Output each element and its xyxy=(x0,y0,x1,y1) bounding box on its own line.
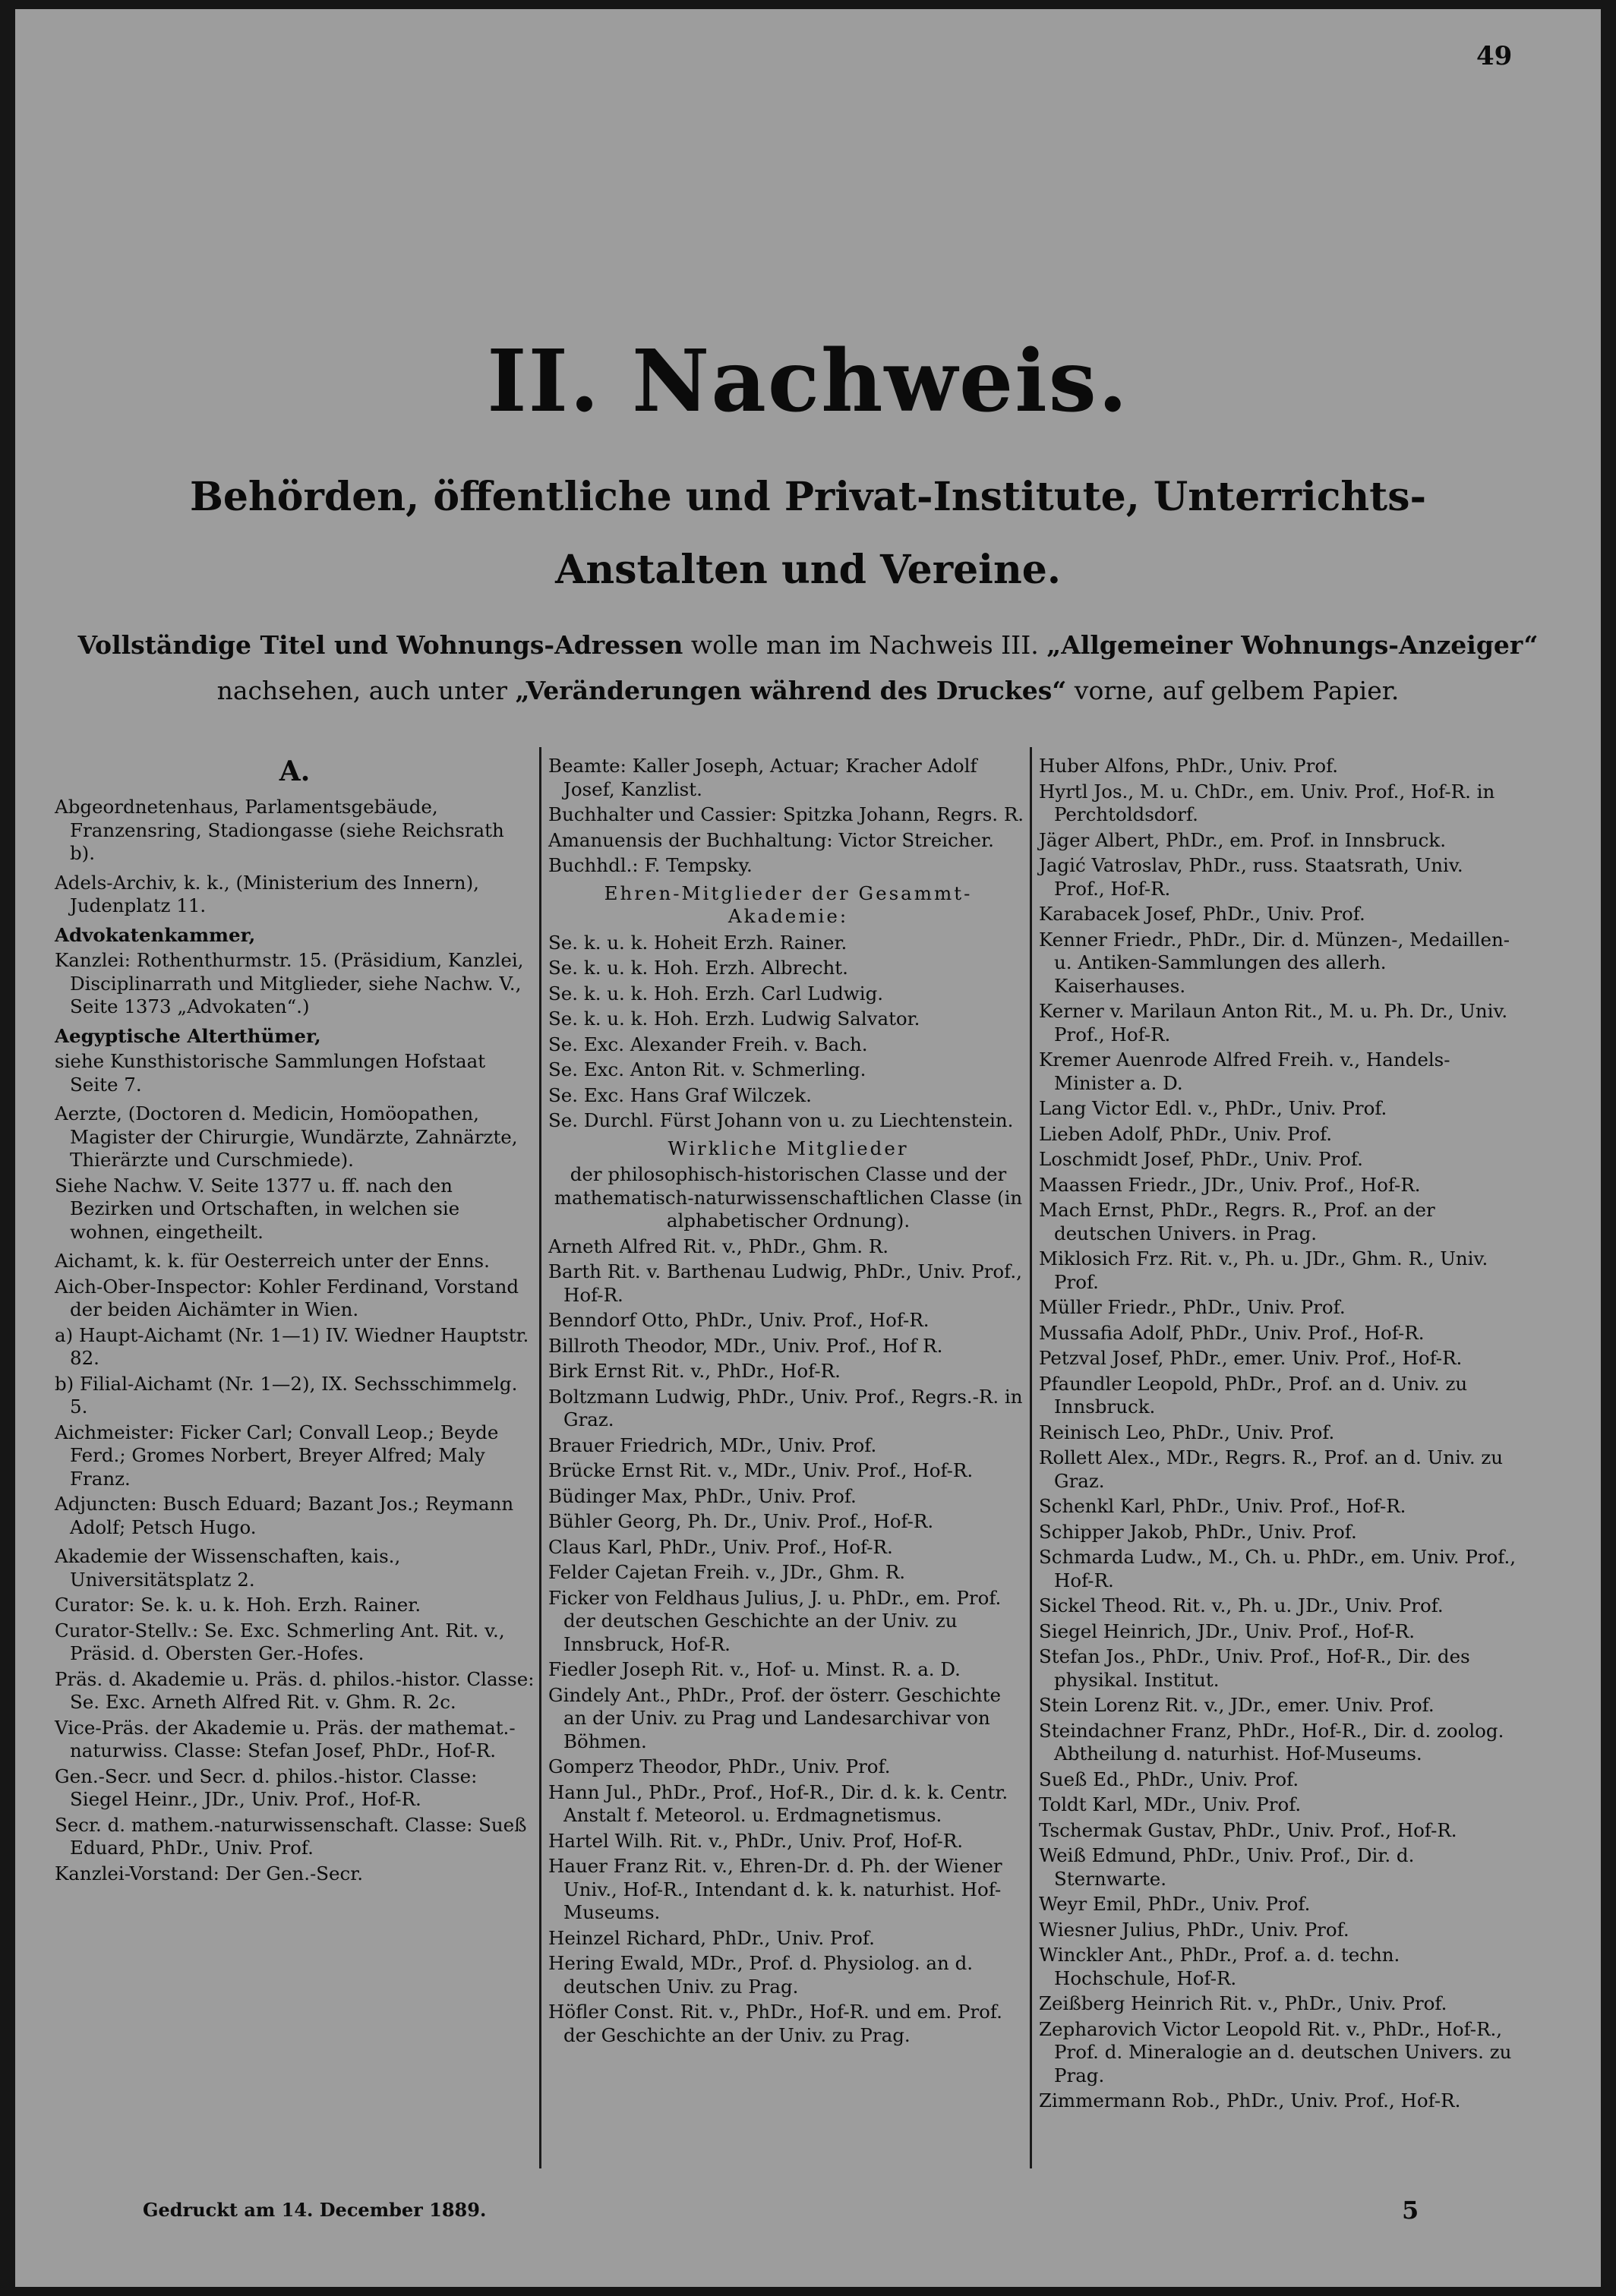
directory-entry: Buchhalter und Cassier: Spitzka Johann, Regrs. R. xyxy=(548,803,1024,825)
directory-entry: Abgeordnetenhaus, Parlamentsgebäude, Franzensring, Stadiongasse (siehe Reichsrath b). xyxy=(55,796,504,864)
member-entry: Stefan Jos., PhDr., Univ. Prof., Hof-R., Dir. des physikal. Institut. xyxy=(1039,1645,1470,1691)
directory-entry: Siehe Nachw. V. Seite 1377 u. ff. nach den Bezirken und Ortschaften, in welchen sie wohnen, eingetheilt. xyxy=(55,1174,460,1243)
column-1 xyxy=(55,755,535,1888)
directory-entry: Aichmeister: Ficker Carl; Convall Leop.; Beyde Ferd.; Gromes Norbert, Breyer Alfred; Maly Franz. xyxy=(55,1421,499,1490)
member-entry: Huber Alfons, PhDr., Univ. Prof. xyxy=(1039,755,1339,777)
member-entry: Zeißberg Heinrich Rit. v., PhDr., Univ. Prof. xyxy=(1039,1992,1447,2014)
member-entry: Rollett Alex., MDr., Regrs. R., Prof. an d. Univ. zu Graz. xyxy=(1039,1446,1504,1492)
directory-entry: Vice-Präs. der Akademie u. Präs. der mathemat.-naturwiss. Classe: Stefan Josef, PhDr., Hof-R. xyxy=(55,1716,516,1761)
subtitle-line-1: Behörden, öffentliche und Privat-Institute, Unterrichts- xyxy=(189,474,1427,520)
directory-entry: Akademie der Wissenschaften, kais., Universitätsplatz 2. xyxy=(55,1545,401,1591)
directory-entry: Kanzlei: Rothenthurmstr. 15. (Präsidium, Kanzlei, Disciplinarrath und Mitglieder, siehe Nachw. V., Seite 1373 „Advokaten“.) xyxy=(55,949,524,1017)
member-entry: Gindely Ant., PhDr., Prof. der österr. Geschichte an der Univ. zu Prag und Landesarchivar von Böhmen. xyxy=(548,1683,1002,1752)
member-entry: Zimmermann Rob., PhDr., Univ. Prof., Hof-R. xyxy=(1039,2089,1461,2112)
member-entry: Billroth Theodor, MDr., Univ. Prof., Hof R. xyxy=(548,1334,943,1357)
directory-entry: Amanuensis der Buchhaltung: Victor Streicher. xyxy=(548,828,994,851)
directory-entry: Advokatenkammer, xyxy=(55,923,256,946)
member-entry: Se. k. u. k. Hoh. Erzh. Carl Ludwig. xyxy=(548,982,884,1004)
directory-entry: Secr. d. mathem.-naturwissenschaft. Classe: Sueß Eduard, PhDr., Univ. Prof. xyxy=(55,1813,527,1859)
section-heading: Ehren-Mitglieder der Gesammt-Akademie: xyxy=(604,882,973,927)
member-entry: Barth Rit. v. Barthenau Ludwig, PhDr., Univ. Prof., Hof-R. xyxy=(548,1260,1022,1306)
directory-entry: Curator-Stellv.: Se. Exc. Schmerling Ant. Rit. v., Präsid. d. Obersten Ger.-Hofes. xyxy=(55,1619,505,1664)
member-entry: Hauer Franz Rit. v., Ehren-Dr. d. Ph. der Wiener Univ., Hof-R., Intendant d. k. k. naturhist. Hof-Museums. xyxy=(548,1855,1002,1923)
member-entry: Sueß Ed., PhDr., Univ. Prof. xyxy=(1039,1768,1299,1790)
member-entry: Karabacek Josef, PhDr., Univ. Prof. xyxy=(1039,903,1365,925)
column-3 xyxy=(1039,755,1519,2115)
directory-entry: a) Haupt-Aichamt (Nr. 1—1) IV. Wiedner Hauptstr. 82. xyxy=(55,1323,529,1369)
section-letter: A. xyxy=(279,755,311,787)
member-entry: Brauer Friedrich, MDr., Univ. Prof. xyxy=(548,1433,877,1456)
member-entry: Schmarda Ludw., M., Ch. u. PhDr., em. Univ. Prof., Hof-R. xyxy=(1039,1546,1517,1591)
member-entry: Jagić Vatroslav, PhDr., russ. Staatsrath, Univ. Prof., Hof-R. xyxy=(1039,854,1463,900)
note-text-1: wolle man im Nachweis III. xyxy=(683,630,1047,660)
section-heading: Wirkliche Mitglieder xyxy=(668,1137,909,1159)
print-date-footer: Gedruckt am 14. December 1889. xyxy=(143,2199,487,2221)
member-entry: Ficker von Feldhaus Julius, J. u. PhDr., em. Prof. der deutschen Geschichte an der Univ. zu Innsbruck, Hof-R. xyxy=(548,1586,1002,1655)
member-entry: Wiesner Julius, PhDr., Univ. Prof. xyxy=(1039,1918,1349,1941)
member-entry: Weiß Edmund, PhDr., Univ. Prof., Dir. d. Sternwarte. xyxy=(1039,1844,1415,1890)
member-entry: Lang Victor Edl. v., PhDr., Univ. Prof. xyxy=(1039,1097,1387,1119)
reference-note-line-1 xyxy=(15,624,1601,666)
directory-entry: Adjuncten: Busch Eduard; Bazant Jos.; Reymann Adolf; Petsch Hugo. xyxy=(55,1493,514,1538)
member-entry: Jäger Albert, PhDr., em. Prof. in Innsbruck. xyxy=(1039,828,1447,851)
member-entry: Bühler Georg, Ph. Dr., Univ. Prof., Hof-R. xyxy=(548,1510,934,1532)
member-entry: Siegel Heinrich, JDr., Univ. Prof., Hof-R. xyxy=(1039,1620,1415,1642)
member-entry: Se. Exc. Alexander Freih. v. Bach. xyxy=(548,1033,868,1055)
column-divider-2 xyxy=(1030,747,1032,2168)
member-entry: Heinzel Richard, PhDr., Univ. Prof. xyxy=(548,1926,875,1949)
member-entry: Weyr Emil, PhDr., Univ. Prof. xyxy=(1039,1893,1311,1915)
member-entry: Steindachner Franz, PhDr., Hof-R., Dir. d. zoolog. Abtheilung d. naturhist. Hof-Museums. xyxy=(1039,1719,1504,1765)
member-entry: Se. Exc. Anton Rit. v. Schmerling. xyxy=(548,1058,866,1080)
member-entry: Maassen Friedr., JDr., Univ. Prof., Hof-R. xyxy=(1039,1173,1421,1196)
member-entry: Se. k. u. k. Hoh. Erzh. Albrecht. xyxy=(548,957,848,979)
member-entry: Se. Exc. Hans Graf Wilczek. xyxy=(548,1083,812,1106)
member-entry: Miklosich Frz. Rit. v., Ph. u. JDr., Ghm. R., Univ. Prof. xyxy=(1039,1247,1488,1293)
directory-entry: Präs. d. Akademie u. Präs. d. philos.-histor. Classe: Se. Exc. Arneth Alfred Rit. v. Ghm. R. 2c. xyxy=(55,1667,535,1713)
member-entry: Schipper Jakob, PhDr., Univ. Prof. xyxy=(1039,1520,1357,1543)
directory-entry: Aerzte, (Doctoren d. Medicin, Homöopathen, Magister der Chirurgie, Wundärzte, Zahnärzte, Thierärzte und Curschmiede). xyxy=(55,1102,518,1171)
member-entry: Felder Cajetan Freih. v., JDr., Ghm. R. xyxy=(548,1561,906,1583)
member-entry: Hartel Wilh. Rit. v., PhDr., Univ. Prof, Hof-R. xyxy=(548,1829,964,1852)
directory-entry: Buchhdl.: F. Tempsky. xyxy=(548,854,753,876)
member-entry: Fiedler Joseph Rit. v., Hof- u. Minst. R. a. D. xyxy=(548,1658,961,1680)
member-entry: Toldt Karl, MDr., Univ. Prof. xyxy=(1039,1793,1302,1815)
directory-entry: Kanzlei-Vorstand: Der Gen.-Secr. xyxy=(55,1862,364,1884)
member-entry: Winckler Ant., PhDr., Prof. a. d. techn. Hochschule, Hof-R. xyxy=(1039,1944,1400,1989)
directory-entry: siehe Kunsthistorische Sammlungen Hofstaat Seite 7. xyxy=(55,1050,486,1096)
member-entry: Se. k. u. k. Hoheit Erzh. Rainer. xyxy=(548,931,847,954)
member-entry: Se. k. u. k. Hoh. Erzh. Ludwig Salvator. xyxy=(548,1008,920,1030)
member-entry: Gomperz Theodor, PhDr., Univ. Prof. xyxy=(548,1755,891,1777)
directory-entry: Aegyptische Alterthümer, xyxy=(55,1024,321,1047)
member-entry: Stein Lorenz Rit. v., JDr., emer. Univ. Prof. xyxy=(1039,1694,1435,1716)
member-entry: Arneth Alfred Rit. v., PhDr., Ghm. R. xyxy=(548,1235,889,1257)
member-entry: Se. Durchl. Fürst Johann von u. zu Liechtenstein. xyxy=(548,1109,1014,1131)
member-entry: Kerner v. Marilaun Anton Rit., M. u. Ph. Dr., Univ. Prof., Hof-R. xyxy=(1039,1000,1508,1046)
directory-entry: Beamte: Kaller Joseph, Actuar; Kracher Adolf Josef, Kanzlist. xyxy=(548,755,977,800)
note-text-2: nachsehen, auch unter xyxy=(216,676,516,705)
member-entry: Büdinger Max, PhDr., Univ. Prof. xyxy=(548,1484,857,1507)
member-entry: Pfaundler Leopold, PhDr., Prof. an d. Univ. zu Innsbruck. xyxy=(1039,1372,1468,1418)
member-entry: Mussafia Adolf, PhDr., Univ. Prof., Hof-R. xyxy=(1039,1321,1425,1344)
member-entry: Sickel Theod. Rit. v., Ph. u. JDr., Univ. Prof. xyxy=(1039,1594,1444,1616)
member-entry: Höfler Const. Rit. v., PhDr., Hof-R. und em. Prof. der Geschichte an der Univ. zu Prag. xyxy=(548,2001,1002,2046)
member-entry: Tschermak Gustav, PhDr., Univ. Prof., Hof-R. xyxy=(1039,1818,1457,1841)
directory-entry: Adels-Archiv, k. k., (Ministerium des Innern), Judenplatz 11. xyxy=(55,871,479,916)
page-title: II. Nachweis. xyxy=(487,332,1129,431)
subtitle-line-2: Anstalten und Vereine. xyxy=(555,547,1061,593)
member-entry: Brücke Ernst Rit. v., MDr., Univ. Prof., Hof-R. xyxy=(548,1459,974,1481)
member-entry: Claus Karl, PhDr., Univ. Prof., Hof-R. xyxy=(548,1535,893,1558)
directory-entry: Aich-Ober-Inspector: Kohler Ferdinand, Vorstand der beiden Aichämter in Wien. xyxy=(55,1275,519,1320)
member-entry: Birk Ernst Rit. v., PhDr., Hof-R. xyxy=(548,1360,841,1382)
member-entry: Kenner Friedr., PhDr., Dir. d. Münzen-, Medaillen- u. Antiken-Sammlungen des allerh. Kaiserhauses. xyxy=(1039,928,1510,997)
member-entry: Reinisch Leo, PhDr., Univ. Prof. xyxy=(1039,1421,1335,1443)
directory-entry: Curator: Se. k. u. k. Hoh. Erzh. Rainer. xyxy=(55,1594,421,1616)
signature-mark: 5 xyxy=(1402,2196,1419,2225)
note-bold-1: Vollständige Titel und Wohnungs-Adressen xyxy=(77,630,683,660)
note-bold-2: „Allgemeiner Wohnungs-Anzeiger“ xyxy=(1046,630,1539,660)
member-entry: Hann Jul., PhDr., Prof., Hof-R., Dir. d. k. k. Centr. Anstalt f. Meteorol. u. Erdmagnetismus. xyxy=(548,1780,1008,1826)
member-entry: Petzval Josef, PhDr., emer. Univ. Prof., Hof-R. xyxy=(1039,1347,1463,1369)
member-entry: Zepharovich Victor Leopold Rit. v., PhDr., Hof-R., Prof. d. Mineralogie an d. deutschen Univers. zu Prag. xyxy=(1039,2017,1512,2086)
reference-note-line-2 xyxy=(15,670,1601,711)
directory-entry: Aichamt, k. k. für Oesterreich unter der Enns. xyxy=(55,1250,490,1272)
page-number: 49 xyxy=(1476,41,1513,71)
column-2 xyxy=(548,755,1028,2049)
column-divider-1 xyxy=(539,747,541,2168)
directory-entry: Gen.-Secr. und Secr. d. philos.-histor. Classe: Siegel Heinr., JDr., Univ. Prof., Hof-R. xyxy=(55,1765,478,1810)
member-entry: Benndorf Otto, PhDr., Univ. Prof., Hof-R. xyxy=(548,1309,930,1331)
member-entry: Boltzmann Ludwig, PhDr., Univ. Prof., Regrs.-R. in Graz. xyxy=(548,1385,1023,1430)
member-entry: Hering Ewald, MDr., Prof. d. Physiolog. an d. deutschen Univ. zu Prag. xyxy=(548,1952,974,1998)
member-entry: Hyrtl Jos., M. u. ChDr., em. Univ. Prof., Hof-R. in Perchtoldsdorf. xyxy=(1039,780,1495,825)
member-entry: Loschmidt Josef, PhDr., Univ. Prof. xyxy=(1039,1148,1363,1170)
member-entry: Müller Friedr., PhDr., Univ. Prof. xyxy=(1039,1296,1346,1318)
member-entry: Schenkl Karl, PhDr., Univ. Prof., Hof-R. xyxy=(1039,1495,1406,1517)
member-entry: Lieben Adolf, PhDr., Univ. Prof. xyxy=(1039,1122,1333,1145)
note-bold-3: „Veränderungen während des Druckes“ xyxy=(515,676,1067,705)
note-text-3: vorne, auf gelbem Papier. xyxy=(1066,676,1400,705)
scanned-page xyxy=(15,9,1601,2287)
member-entry: Kremer Auenrode Alfred Freih. v., Handels-Minister a. D. xyxy=(1039,1049,1450,1094)
member-entry: Mach Ernst, PhDr., Regrs. R., Prof. an der deutschen Univers. in Prag. xyxy=(1039,1199,1435,1244)
section-subheading: der philosophisch-historischen Classe und der mathematisch-naturwissenschaftlichen Classe (in alphabetischer Ordnung). xyxy=(554,1163,1023,1232)
directory-entry: b) Filial-Aichamt (Nr. 1—2), IX. Sechsschimmelg. 5. xyxy=(55,1372,518,1418)
